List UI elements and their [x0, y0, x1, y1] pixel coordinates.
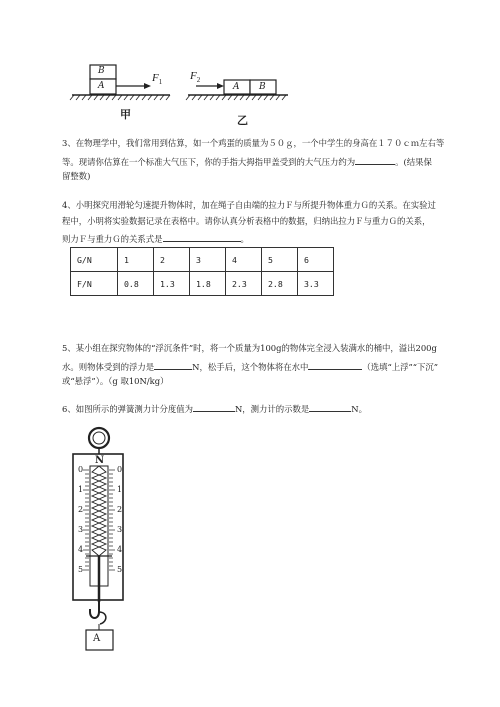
table-cell: 6	[298, 248, 334, 272]
block-force-diagram	[60, 55, 300, 135]
q3-line-2: 等。现请你估算在一个标准大气压下，你的手指大拇指甲盖受到的大气压力约为 。(结果保	[62, 157, 432, 167]
figure-label-jia: 甲	[120, 108, 131, 121]
table-header-g: G/N	[71, 248, 118, 272]
table-row	[71, 248, 334, 272]
scale-right-tick-label: 5	[117, 565, 123, 574]
table-cell: 0.8	[118, 272, 154, 296]
table-row	[71, 272, 334, 296]
table-cell: 2.8	[262, 272, 298, 296]
weight-a-label: A	[93, 633, 101, 644]
q6-reading-blank[interactable]	[309, 402, 351, 412]
figure-label-yi: 乙	[237, 114, 248, 127]
q4-line-2: 程中，小明将实验数据记录在表格中。请你认真分析表格中的数据，归纳出拉力Ｆ与重力Ｇ的关系，	[62, 216, 431, 226]
q3-answer-blank[interactable]	[355, 155, 395, 165]
q6-division-blank[interactable]	[193, 402, 235, 412]
q3-line-1: 3、在物理学中，我们常用到估算，如一个鸡蛋的质量为５０ｇ，一个中学生的身高在１７０ｃｍ左右等	[62, 138, 445, 148]
q5-buoyancy-blank[interactable]	[154, 360, 192, 370]
scale-left-tick-label: 1	[78, 485, 84, 494]
q5-line-3: 或“悬浮”）。（g 取10N/kg）	[62, 376, 169, 386]
table-cell: 1	[118, 248, 154, 272]
block-a-label-right: A	[233, 82, 240, 92]
table-cell: 1.8	[190, 272, 226, 296]
scale-unit-label: N	[95, 455, 105, 466]
table-cell: 1.3	[154, 272, 190, 296]
table-header-f: F/N	[71, 272, 118, 296]
figure-block-forces	[60, 55, 300, 135]
table-cell: 3.3	[298, 272, 334, 296]
table-cell: 5	[262, 248, 298, 272]
block-b-label-left: B	[98, 66, 105, 76]
table-cell: 4	[226, 248, 262, 272]
block-b-label-right: B	[259, 82, 266, 92]
scale-left-tick-label: 2	[78, 505, 84, 514]
scale-left-tick-label: 4	[78, 545, 84, 554]
scale-right-tick-label: 2	[117, 505, 123, 514]
scale-left-tick-label: 0	[78, 465, 84, 474]
scale-left-tick-label: 3	[78, 525, 84, 534]
scale-right-tick-label: 0	[117, 465, 123, 474]
block-a-label-left: A	[98, 81, 105, 91]
q4-data-table	[70, 247, 334, 296]
table-cell: 3	[190, 248, 226, 272]
q5-line-1: 5、某小组在探究物体的“浮沉条件”时，将一个质量为100g的物体完全浸入装满水的桶中，溢出200g	[62, 343, 437, 353]
q4-answer-blank[interactable]	[163, 232, 241, 242]
q5-line-2: 水。则物体受到的浮力是 N，松手后，这个物体将在水中 （选填“上浮”“下沉”	[62, 362, 439, 372]
scale-right-tick-label: 3	[117, 525, 123, 534]
force-f2-label: $F_2$	[190, 70, 201, 85]
q4-line-1: 4、小明探究用滑轮匀速提升物体时，加在绳子自由端的拉力Ｆ与所提升物体重力Ｇ的关系。在实验过	[62, 200, 436, 210]
scale-right-tick-label: 4	[117, 545, 123, 554]
scale-right-tick-label: 1	[117, 485, 123, 494]
table-cell: 2	[154, 248, 190, 272]
table-cell: 2.3	[226, 272, 262, 296]
scale-left-tick-label: 5	[78, 565, 84, 574]
q5-state-blank[interactable]	[308, 360, 362, 370]
q3-line-3: 留整数)	[62, 171, 91, 181]
q4-line-3: 则力Ｆ与重力Ｇ的关系式是 。	[62, 234, 249, 244]
q6-line-1: 6、如图所示的弹簧测力计分度值为 N，测力计的示数是 N。	[62, 404, 367, 414]
force-f1-label: $F_1$	[152, 72, 163, 87]
